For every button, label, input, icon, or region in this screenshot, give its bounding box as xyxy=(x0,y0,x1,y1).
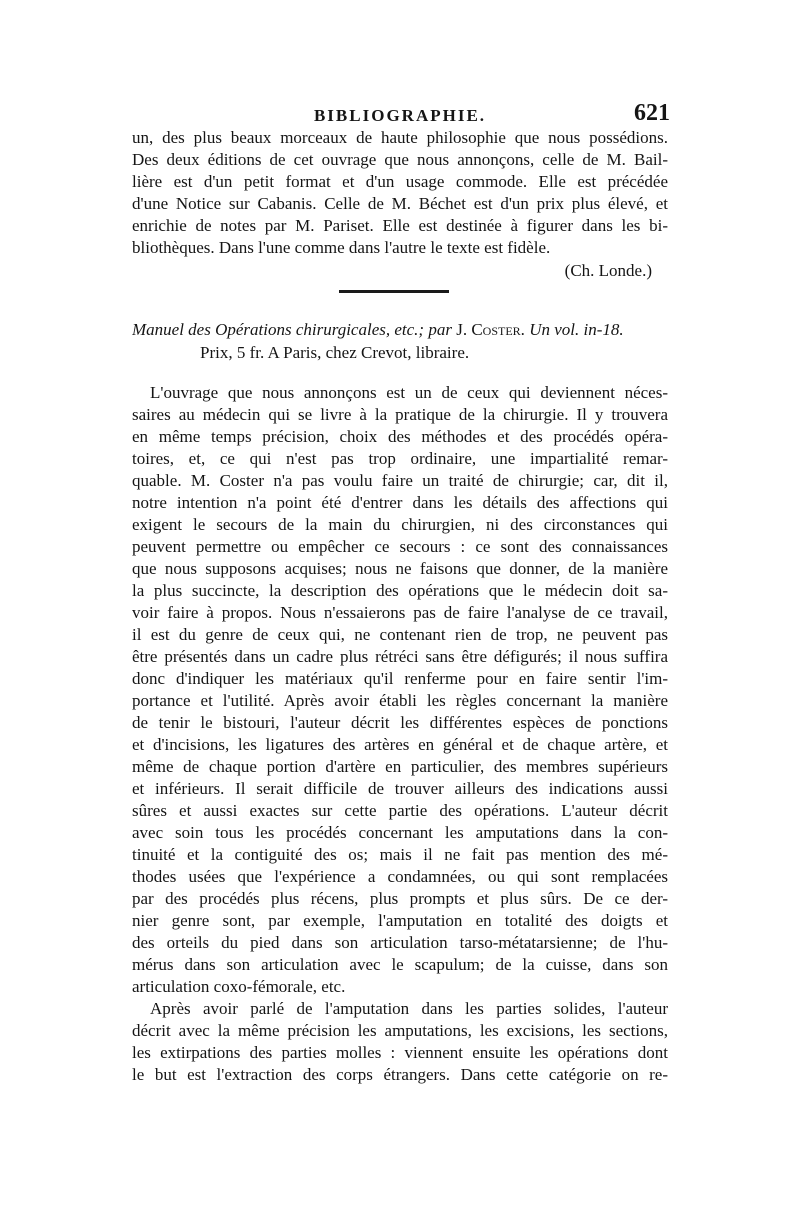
text-line: que nous supposons acquises; nous ne faisons que donner, de la manière xyxy=(132,559,668,578)
text-line: d'une Notice sur Cabanis. Celle de M. Béchet est d'un prix plus élevé, et xyxy=(132,194,668,213)
text-line: être présentés dans un cadre plus rétréci sans être défigurés; il nous suffira xyxy=(132,647,668,666)
text-line: voir faire à propos. Nous n'essaierons pas de faire l'analyse de ce travail, xyxy=(132,603,668,622)
text-line: avec soin tous les procédés concernant les amputations dans la con- xyxy=(132,823,668,842)
page-number: 621 xyxy=(634,100,670,126)
text-line: thodes usées que l'expérience a condamnées, ou qui sont remplacées xyxy=(132,867,668,886)
text-line: saires au médecin qui se livre à la pratique de la chirurgie. Il y trouvera xyxy=(132,405,668,424)
title-line-1 xyxy=(132,319,668,341)
text-line: la plus succincte, la description des opérations que le médecin doit sa- xyxy=(132,581,668,600)
text-line: tinuité et la contiguité des os; mais il ne fait pas mention des mé- xyxy=(132,845,668,864)
text-line: enrichie de notes par M. Pariset. Elle est destinée à figurer dans les bi- xyxy=(132,216,668,235)
text-line: bliothèques. Dans l'une comme dans l'autre le texte est fidèle. xyxy=(132,238,551,257)
text-line: par des procédés plus récens, plus prompts et plus sûrs. De ce der- xyxy=(132,889,668,908)
text-line: donc d'indiquer les matériaux qu'il renferme pour en faire sentir l'im- xyxy=(132,669,668,688)
book-title: Manuel des Opérations chirurgicales, etc.; par xyxy=(132,320,452,339)
running-head: BIBLIOGRAPHIE. xyxy=(313,106,487,125)
text-line: toires, et, ce qui n'est pas trop ordinaire, une impartialité remar- xyxy=(132,449,668,468)
text-line: mérus dans son articulation avec le scapulum; de la cuisse, dans son xyxy=(132,955,668,974)
text-line: quable. M. Coster n'a pas voulu faire un traité de chirurgie; car, dit il, xyxy=(132,471,668,490)
title-line-2: Prix, 5 fr. A Paris, chez Crevot, libraire. xyxy=(200,343,470,362)
text-line: de tenir le bistouri, l'auteur décrit les différentes espèces de ponctions xyxy=(132,713,668,732)
text-line: Après avoir parlé de l'amputation dans les parties solides, l'auteur xyxy=(150,999,668,1018)
text-line: et inférieurs. Il serait difficile de trouver ailleurs des indications aussi xyxy=(132,779,668,798)
text-line: Des deux éditions de cet ouvrage que nous annonçons, celle de M. Bail- xyxy=(132,150,668,169)
text-line: et d'incisions, les ligatures des artères en général et de chaque artère, et xyxy=(132,735,668,754)
text-line: portance et l'utilité. Après avoir établi les règles concernant la manière xyxy=(132,691,668,710)
text-line: notre intention n'a point été d'entrer dans les détails des affections qui xyxy=(132,493,668,512)
text-line: en même temps précision, choix des méthodes et des procédés opéra- xyxy=(132,427,668,446)
author-name: J. Coster. xyxy=(456,320,525,339)
text-line: des orteils du pied dans son articulation tarso-métatarsienne; de l'hu- xyxy=(132,933,668,952)
text-line: le but est l'extraction des corps étrangers. Dans cette catégorie on re- xyxy=(132,1065,668,1084)
volume-format: Un vol. in-18. xyxy=(529,320,624,339)
text-line: les extirpations des parties molles : viennent ensuite les opérations dont xyxy=(132,1043,668,1062)
text-line: L'ouvrage que nous annonçons est un de ceux qui deviennent néces- xyxy=(150,383,668,402)
signature: (Ch. Londe.) xyxy=(564,261,652,280)
text-line: nier genre sont, par exemple, l'amputation en totalité des doigts et xyxy=(132,911,668,930)
text-line: décrit avec la même précision les amputations, les excisions, les sections, xyxy=(132,1021,668,1040)
text-line: un, des plus beaux morceaux de haute philosophie que nous possédions. xyxy=(132,128,668,147)
text-line: il est du genre de ceux qui, ne contenant rien de trop, ne peuvent pas xyxy=(132,625,668,644)
text-line: exigent le secours de la main du chirurgien, ni des circonstances qui xyxy=(132,515,668,534)
section-divider xyxy=(339,290,449,293)
text-line: lière est d'un petit format et d'un usage commode. Elle est précédée xyxy=(132,172,668,191)
text-line: peuvent permettre ou empêcher ce secours : ce sont des connaissances xyxy=(132,537,668,556)
text-line: articulation coxo-fémorale, etc. xyxy=(132,977,346,996)
text-line: sûres et aussi exactes sur cette partie des opérations. L'auteur décrit xyxy=(132,801,668,820)
text-line: même de chaque portion d'artère en particulier, des membres supérieurs xyxy=(132,757,668,776)
